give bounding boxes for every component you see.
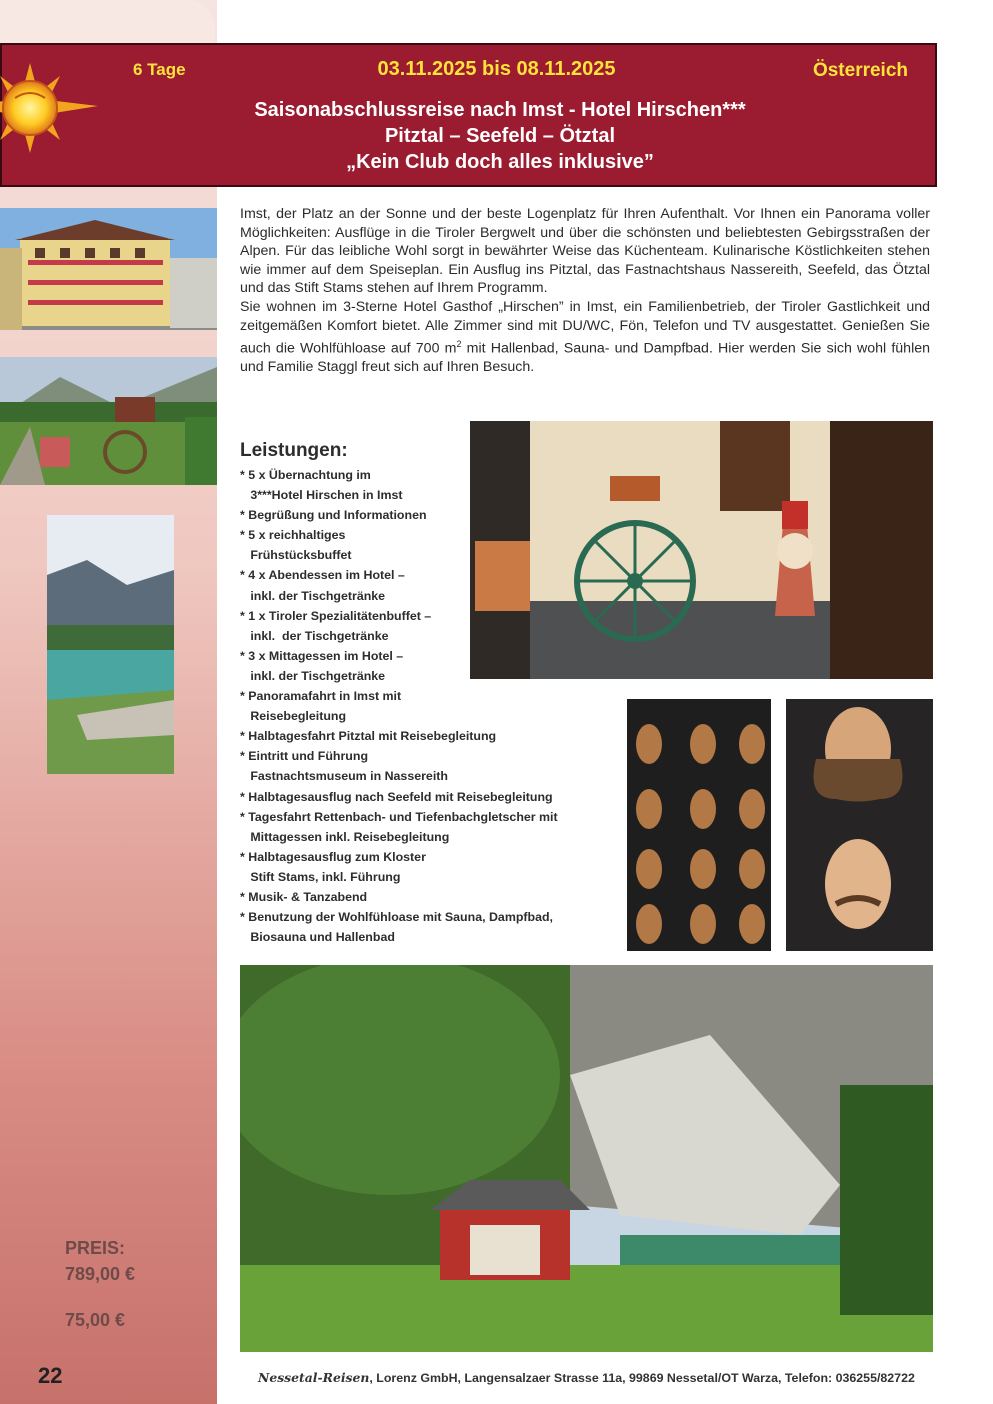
list-item: * Tagesfahrt Rettenbach- und Tiefenbachgletscher mit [240, 809, 558, 824]
list-item: * Halbtagesausflug zum Kloster [240, 849, 426, 864]
list-item: * 1 x Tiroler Spezialitätenbuffet – [240, 608, 432, 623]
list-item: inkl. der Tischgetränke [240, 628, 389, 643]
list-item: Mittagessen inkl. Reisebegleitung [240, 829, 450, 844]
price-label: PREIS: [65, 1238, 126, 1258]
list-item: inkl. der Tischgetränke [240, 668, 386, 683]
list-item: 3***Hotel Hirschen in Imst [240, 488, 403, 503]
list-item: * 3 x Mittagessen im Hotel – [240, 648, 404, 663]
intro-paragraph: Sie wohnen im 3-Sterne Hotel Gasthof „Hirschen” in Imst, ein Familienbetrieb, der Tiroler Gastlichkeit und zeitgemäßen Komfort bietet. Alle Zimmer sind mit DU/WC, Fön, Telefon und TV ausgestattet. Genießen Sie auch die Wohlfühloase auf 700 $m^2$ mit Hallenbad, Sauna- und Dampfbad. Hier werden Sie sich wohl fühlen und Familie Staggl freut sich auf Ihren Besuch. [240, 298, 931, 376]
masks-closeup-photo [786, 699, 933, 951]
trip-country: Österreich [812, 60, 908, 81]
landscape-photo [240, 965, 933, 1352]
hotel-photo [0, 208, 217, 330]
list-item: Frühstücksbuffet [240, 548, 352, 563]
services-list [240, 465, 620, 947]
price-extra: 75,00 € [65, 1310, 126, 1330]
list-item: * Panoramafahrt in Imst mit [240, 689, 402, 704]
title-line: Saisonabschlussreise nach Imst - Hotel Hirschen*** [254, 99, 746, 121]
list-item: * Halbtagesfahrt Pitztal mit Reisebegleitung [240, 729, 497, 744]
list-item: * 4 x Abendessen im Hotel – [240, 568, 405, 583]
list-item: * 5 x Übernachtung im [240, 468, 371, 482]
lake-photo [47, 515, 174, 774]
list-item: inkl. der Tischgetränke [240, 588, 386, 603]
services-heading: Leistungen: [240, 440, 348, 461]
trip-title [140, 97, 860, 175]
footer-contact [258, 1370, 915, 1385]
masks-wall-photo [627, 699, 771, 951]
list-item: Biosauna und Hallenbad [240, 930, 395, 945]
title-line: Pitztal – Seefeld – Ötztal [384, 125, 616, 147]
list-item: * Benutzung der Wohlfühloase mit Sauna, Dampfbad, [240, 910, 553, 925]
intro-paragraph: Imst, der Platz an der Sonne und der beste Logenplatz für Ihren Aufenthalt. Vor Ihnen ein Panorama voller Möglichkeiten: Ausflüge in die Tiroler Bergwelt und über die schönsten und beliebtesten Gebirgsstraßen der Alpen. Für das leibliche Wohl sorgt in bewährter Weise das Küchenteam. Kulinarische Köstlichkeiten stehen wie immer auf dem Speiseplan. Ein Ausflug ins Pitztal, das Fastnachtshaus Nassereith, Seefeld, das Ötztal und das Stift Stams stehen auf Ihrem Programm. [240, 206, 930, 297]
list-item: Stift Stams, inkl. Führung [240, 869, 401, 884]
garden-photo [0, 357, 217, 485]
sidebar-tab [0, 0, 215, 48]
footer-brand: Nessetal-Reisen [258, 1370, 370, 1385]
intro-text [240, 205, 930, 377]
list-item: Reisebegleitung [240, 709, 347, 724]
title-line: „Kein Club doch alles inklusive” [346, 151, 654, 173]
list-item: * 5 x reichhaltiges [240, 528, 346, 543]
trip-duration: 6 Tage [133, 60, 186, 79]
list-item: * Eintritt und Führung [240, 749, 369, 764]
price-value: 789,00 € [65, 1264, 136, 1284]
list-item: Fastnachtsmuseum in Nassereith [240, 769, 448, 784]
list-item: * Begrüßung und Informationen [240, 508, 427, 523]
page-number: 22 [38, 1363, 63, 1388]
list-item: * Halbtagesausflug nach Seefeld mit Reisebegleitung [240, 789, 553, 804]
footer-text: , Lorenz GmbH, Langensalzaer Strasse 11a, 99869 Nessetal/OT Warza, Telefon: 036255/82722 [369, 1371, 915, 1385]
list-item: * Musik- & Tanzabend [240, 889, 368, 904]
trip-dates: 03.11.2025 bis 08.11.2025 [377, 58, 616, 80]
